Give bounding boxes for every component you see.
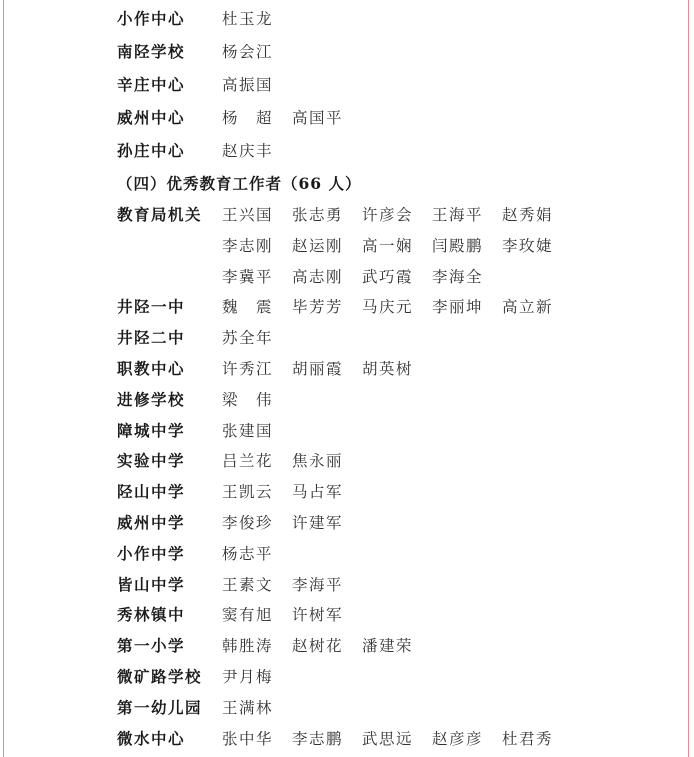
person-name: 许树军: [292, 606, 344, 625]
person-name: 李海全: [432, 267, 484, 286]
list-row: [0, 727, 694, 751]
person-name: 尹月梅: [222, 668, 274, 686]
person-name: 武巧霞: [362, 267, 414, 286]
person-name: 许彦会: [362, 206, 414, 224]
person-name: 窦有旭: [222, 606, 274, 625]
person-name: 赵彦彦: [432, 729, 484, 748]
list-row: [0, 203, 694, 227]
person-name: 杨会江: [222, 43, 274, 61]
unit-name: 职教中心: [117, 359, 186, 378]
person-name: 王兴国: [222, 206, 274, 224]
list-row: [0, 511, 694, 535]
person-name: 高国平: [292, 109, 344, 127]
list-row: [0, 7, 694, 31]
unit-name: 第一小学: [117, 636, 186, 656]
list-row: [0, 449, 694, 473]
unit-name: 威州中心: [117, 108, 186, 127]
person-name: 高振国: [222, 76, 274, 94]
unit-name: 辛庄中心: [117, 75, 186, 94]
unit-name: 威州中学: [117, 513, 186, 532]
list-row: [0, 634, 694, 658]
person-name: 许建军: [292, 514, 344, 532]
person-name: 赵秀娟: [502, 206, 554, 224]
unit-name: 井陉二中: [117, 328, 186, 348]
unit-name: 实验中学: [117, 451, 186, 471]
unit-name: 井陉一中: [117, 297, 186, 317]
person-name: 李玫婕: [502, 236, 554, 255]
person-name: 李志鹏: [292, 729, 344, 748]
unit-name: 障城中学: [117, 420, 186, 440]
person-name: 李志刚: [222, 236, 274, 255]
person-name: 潘建荣: [362, 637, 414, 656]
person-name: 赵树花: [292, 637, 344, 656]
list-row: [0, 295, 694, 319]
person-name: 杜玉龙: [222, 10, 274, 28]
list-row: [0, 542, 694, 566]
list-row: [0, 73, 694, 97]
list-row: [0, 388, 694, 412]
person-name: 赵运刚: [292, 236, 344, 255]
unit-name: 第一幼儿园: [117, 697, 203, 717]
list-row: [0, 480, 694, 504]
unit-name: 陉山中学: [117, 482, 186, 502]
person-name: 胡丽霞: [292, 360, 344, 378]
list-row: [0, 603, 694, 627]
unit-name: 微矿路学校: [117, 667, 203, 686]
person-name: 杨志平: [222, 544, 274, 563]
list-row: [0, 696, 694, 720]
person-name: 王海平: [432, 206, 484, 224]
unit-name: 进修学校: [117, 389, 186, 409]
person-name: 毕芳芳: [292, 298, 344, 317]
person-name: 高立新: [502, 298, 554, 317]
person-name: 许秀江: [222, 360, 274, 378]
section-title: （四）优秀教育工作者（66 人）: [117, 174, 362, 193]
person-name: 赵庆丰: [222, 142, 274, 160]
list-row: [0, 573, 694, 597]
person-name: 高志刚: [292, 267, 344, 286]
unit-name: 微水中心: [117, 728, 186, 748]
list-row: [0, 106, 694, 130]
person-name: 张中华: [222, 729, 274, 748]
unit-name: 小作中学: [117, 543, 186, 563]
unit-name: 秀林镇中: [117, 605, 186, 625]
list-row: [0, 234, 694, 258]
person-name: 吕兰花: [222, 452, 274, 471]
person-name: 杨 超: [222, 109, 274, 127]
list-row: [0, 139, 694, 163]
list-row: [0, 665, 694, 689]
person-name: 李俊珍: [222, 514, 274, 532]
person-name: 焦永丽: [292, 452, 344, 471]
person-name: 胡英树: [362, 360, 414, 378]
person-name: 杜君秀: [502, 729, 554, 748]
unit-name: 小作中心: [117, 9, 186, 28]
person-name: 马占军: [292, 483, 344, 502]
person-name: 高一娴: [362, 236, 414, 255]
person-name: 李丽坤: [432, 298, 484, 317]
person-name: 王凯云: [222, 483, 274, 502]
person-name: 马庆元: [362, 298, 414, 317]
list-row: [0, 357, 694, 381]
unit-name: 教育局机关: [117, 205, 203, 224]
list-row: [0, 326, 694, 350]
list-row: [0, 265, 694, 289]
person-name: 王素文: [222, 575, 274, 594]
unit-name: 皆山中学: [117, 574, 186, 594]
unit-name: 南陉学校: [117, 42, 186, 61]
person-name: 苏全年: [222, 329, 274, 348]
person-name: 张志勇: [292, 206, 344, 224]
unit-name: 孙庄中心: [117, 141, 186, 160]
person-name: 张建国: [222, 421, 274, 440]
person-name: 武思远: [362, 729, 414, 748]
person-name: 梁 伟: [222, 390, 274, 409]
person-name: 王满林: [222, 698, 274, 717]
list-row: [0, 40, 694, 64]
list-row: [0, 419, 694, 443]
person-name: 魏 震: [222, 298, 274, 317]
person-name: 李海平: [292, 575, 344, 594]
person-name: 李冀平: [222, 267, 274, 286]
person-name: 闫殿鹏: [432, 236, 484, 255]
person-name: 韩胜涛: [222, 637, 274, 656]
